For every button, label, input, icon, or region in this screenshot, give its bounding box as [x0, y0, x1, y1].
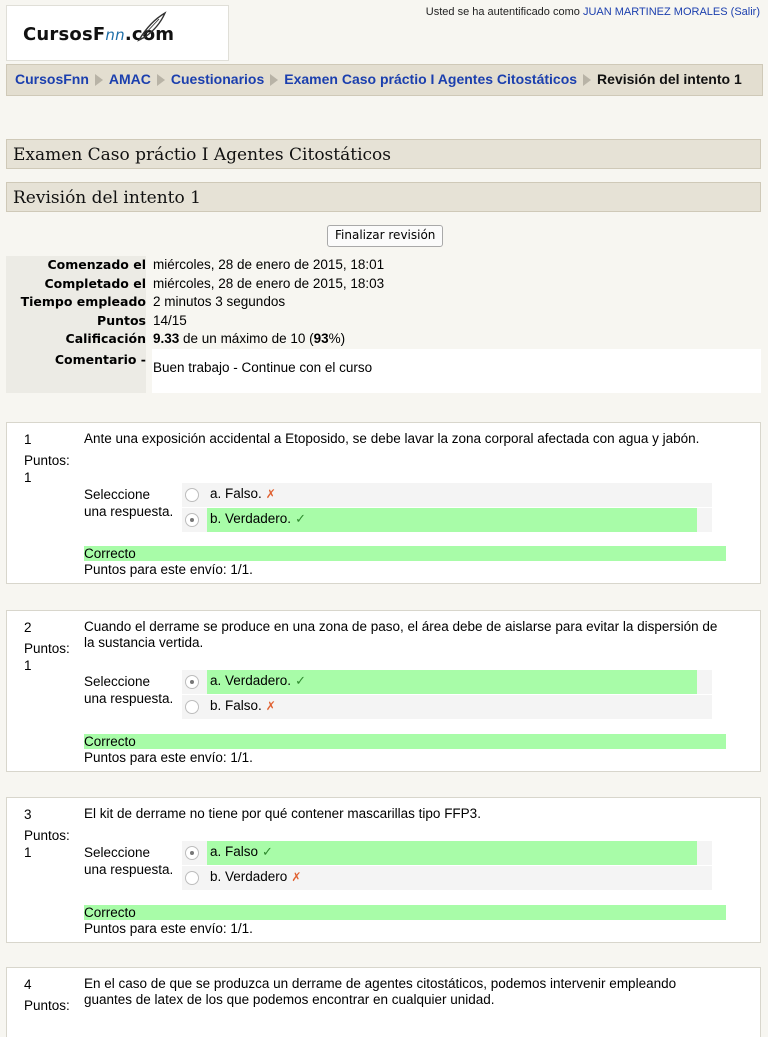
option-text: a. Falso — [210, 844, 259, 859]
summary-label: Calificación — [6, 330, 146, 349]
points-earned: Puntos para este envío: 1/1. — [84, 562, 253, 577]
option-label — [210, 511, 306, 527]
option-text: a. Verdadero. — [210, 673, 292, 688]
review-title: Revisión del intento 1 — [6, 182, 761, 212]
select-label-line1: Seleccione — [84, 487, 151, 502]
correct-icon: ✓ — [295, 511, 306, 526]
login-info — [426, 6, 760, 18]
breadcrumb-separator-icon — [270, 74, 278, 86]
answer-option[interactable] — [182, 695, 712, 719]
points-earned: Puntos para este envío: 1/1. — [84, 750, 253, 765]
site-logo[interactable] — [6, 5, 229, 61]
breadcrumb-link-exam[interactable]: Examen Caso práctio I Agentes Citostáticos — [284, 71, 578, 87]
option-label — [210, 844, 273, 860]
question-2 — [6, 610, 761, 772]
quiz-title: Examen Caso práctio I Agentes Citostáticos — [6, 139, 761, 169]
select-label-line2: una respuesta. — [84, 503, 174, 519]
radio-button[interactable] — [185, 488, 199, 502]
select-label-line1: Seleccione — [84, 674, 151, 689]
summary-label: Comenzado el — [6, 256, 146, 275]
select-answer-label — [84, 487, 173, 520]
grade-value: 9.33 — [153, 331, 180, 346]
question-text: El kit de derrame no tiene por qué contener mascarillas tipo FFP3. — [84, 806, 481, 821]
question-number: 1 — [24, 432, 32, 447]
finish-review-button[interactable]: Finalizar revisión — [327, 225, 443, 247]
summary-value — [152, 330, 761, 349]
incorrect-icon: ✗ — [265, 699, 276, 713]
breadcrumb-bar — [6, 64, 763, 96]
question-3 — [6, 797, 761, 943]
incorrect-icon: ✗ — [291, 870, 302, 884]
breadcrumb-separator-icon — [157, 74, 165, 86]
summary-value: 14/15 — [153, 312, 187, 328]
select-answer-label — [84, 845, 173, 878]
option-highlight — [207, 841, 697, 865]
option-label — [210, 673, 306, 689]
option-label — [210, 698, 276, 713]
breadcrumb — [15, 71, 757, 87]
select-label-line1: Seleccione — [84, 845, 151, 860]
summary-value: miércoles, 28 de enero de 2015, 18:01 — [153, 257, 385, 272]
summary-row-completed — [6, 275, 761, 294]
grade-end-text: %) — [328, 331, 346, 346]
option-text: b. Verdadero — [210, 869, 288, 884]
grade-percent: 93 — [313, 331, 329, 346]
breadcrumb-link-cuestionarios[interactable]: Cuestionarios — [170, 71, 265, 87]
radio-button[interactable] — [185, 871, 199, 885]
question-text: Cuando el derrame se produce en una zona de paso, el área debe de aislarse para evitar la dispersión de la sustancia vertida. — [84, 619, 718, 650]
comment-text: Buen trabajo - Continue con el curso — [153, 359, 373, 375]
summary-label: Comentario - — [6, 349, 146, 393]
points-value: 1 — [24, 844, 32, 860]
radio-button[interactable] — [185, 700, 199, 714]
question-number: 4 — [24, 977, 32, 992]
question-points — [24, 641, 70, 674]
answer-option[interactable] — [182, 483, 712, 507]
answer-option[interactable] — [182, 841, 712, 865]
select-answer-label — [84, 674, 173, 707]
correct-icon: ✓ — [262, 844, 273, 859]
question-number: 2 — [24, 620, 32, 635]
question-1 — [6, 422, 761, 584]
logout-link[interactable]: (Salir) — [730, 6, 760, 18]
points-label: Puntos: — [24, 641, 70, 656]
incorrect-icon: ✗ — [265, 487, 276, 501]
summary-value — [152, 349, 761, 393]
grade-mid-text: de un máximo de 10 ( — [179, 331, 314, 346]
summary-row-points — [6, 312, 761, 331]
breadcrumb-current: Revisión del intento 1 — [597, 71, 742, 87]
summary-value: 2 minutos 3 segundos — [153, 294, 286, 309]
points-label: Puntos: — [24, 453, 70, 468]
option-text: b. Falso. — [210, 698, 262, 713]
page-header — [0, 0, 768, 62]
points-label: Puntos: — [24, 998, 70, 1013]
attempt-summary — [6, 256, 761, 393]
correct-icon: ✓ — [295, 673, 306, 688]
question-number: 3 — [24, 807, 32, 822]
radio-button-selected[interactable] — [185, 846, 199, 860]
summary-row-started — [6, 256, 761, 275]
summary-label: Completado el — [6, 275, 146, 294]
option-text: a. Falso. — [210, 486, 262, 501]
answer-option[interactable] — [182, 508, 712, 532]
summary-row-time — [6, 293, 761, 312]
breadcrumb-link-amac[interactable]: AMAC — [108, 71, 151, 87]
answer-verdict: Correcto — [84, 734, 726, 749]
radio-button-selected[interactable] — [185, 675, 199, 689]
select-label-line2: una respuesta. — [84, 861, 174, 877]
user-profile-link[interactable]: JUAN MARTINEZ MORALES — [582, 6, 728, 18]
answer-option[interactable] — [182, 670, 712, 694]
question-4 — [6, 967, 761, 1037]
option-text: b. Verdadero. — [210, 511, 292, 526]
points-earned: Puntos para este envío: 1/1. — [84, 921, 253, 936]
breadcrumb-link-cursosfnn[interactable]: CursosFnn — [15, 71, 89, 87]
summary-label: Puntos — [6, 312, 146, 331]
question-text: En el caso de que se produzca un derrame de agentes citostáticos, podemos intervenir empleando guantes de latex de los que podemos encontrar en cualquier unidad. — [84, 976, 677, 1007]
question-text: Ante una exposición accidental a Etoposido, se debe lavar la zona corporal afectada con agua y jabón. — [84, 431, 700, 446]
question-points — [24, 828, 70, 861]
quill-icon — [135, 10, 169, 44]
answer-verdict: Correcto — [84, 546, 726, 561]
logo-text: CursosFnn.com — [23, 24, 175, 45]
select-label-line2: una respuesta. — [84, 690, 174, 706]
points-value: 1 — [24, 657, 32, 673]
login-prefix: Usted se ha autentificado como — [425, 6, 580, 18]
option-label — [210, 486, 276, 501]
summary-value: miércoles, 28 de enero de 2015, 18:03 — [153, 275, 385, 291]
points-value: 1 — [24, 469, 32, 485]
question-points — [24, 998, 70, 1015]
option-label — [210, 869, 301, 884]
summary-label: Tiempo empleado — [6, 293, 146, 312]
summary-row-comment — [6, 349, 761, 393]
points-label: Puntos: — [24, 828, 70, 843]
answer-option[interactable] — [182, 866, 712, 890]
breadcrumb-separator-icon — [583, 74, 591, 86]
question-points — [24, 453, 70, 486]
radio-button-selected[interactable] — [185, 513, 199, 527]
breadcrumb-separator-icon — [95, 74, 103, 86]
answer-verdict: Correcto — [84, 905, 726, 920]
summary-row-grade — [6, 330, 761, 349]
